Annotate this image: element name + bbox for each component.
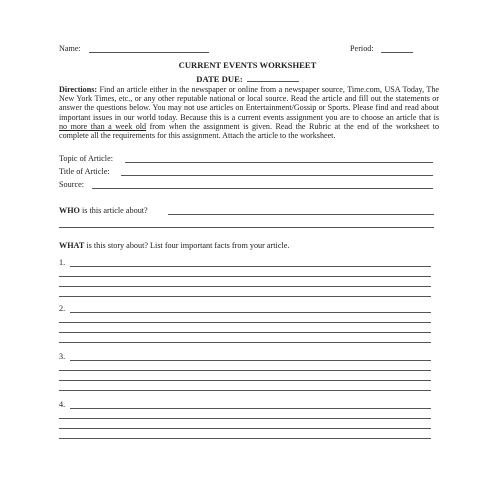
fact-1-line[interactable] xyxy=(70,266,431,267)
directions-text-b: from when the assignment is given. Read the Rubric at the end of the worksheet to complete all the requirements for this assignment. Attach the article to the worksheet. xyxy=(59,121,440,141)
topic-label: Topic of Article: xyxy=(59,154,113,163)
title-field[interactable] xyxy=(121,175,433,176)
fact-2-line[interactable] xyxy=(59,342,431,343)
fact-1-line[interactable] xyxy=(59,296,431,297)
fact-3-line[interactable] xyxy=(59,380,431,381)
fact-1-line[interactable] xyxy=(59,276,431,277)
what-bold: WHAT xyxy=(59,241,85,250)
fact-3-line[interactable] xyxy=(59,370,431,371)
directions-paragraph xyxy=(59,85,439,140)
worksheet-title: CURRENT EVENTS WORKSHEET xyxy=(178,60,317,70)
directions-text-a: Find an article either in the newspaper or online from a newspaper source, Time.com, USA Today, The New York Times, etc., or any other reputable national or local source. Read the article and fill out the statements or answer the questions below. You may not use articles on Entertainment/Gossip or Sports. Please find and read about important issues in our world today. Because this is a current events assignment you are to choose an article that is xyxy=(59,85,439,122)
who-bold: WHO xyxy=(59,206,80,215)
name-label: Name: xyxy=(59,44,81,53)
topic-field[interactable] xyxy=(125,162,433,163)
fact-1-line[interactable] xyxy=(59,286,431,287)
directions-underlined: no more than a week old xyxy=(59,121,147,131)
fact-3-line[interactable] xyxy=(59,390,431,391)
fact-3-line[interactable] xyxy=(70,360,431,361)
fact-4-line[interactable] xyxy=(59,428,431,429)
source-field[interactable] xyxy=(92,188,433,189)
fact-2-number: 2. xyxy=(59,304,66,313)
title-label: Title of Article: xyxy=(59,167,110,176)
who-field-line-2[interactable] xyxy=(59,227,434,228)
fact-4-line[interactable] xyxy=(59,418,431,419)
fact-4-number: 4. xyxy=(59,400,66,409)
name-field[interactable] xyxy=(89,52,209,53)
what-question xyxy=(59,241,289,251)
fact-2-line[interactable] xyxy=(59,322,431,323)
date-due-label: DATE DUE: xyxy=(196,74,243,84)
who-rest: is this article about? xyxy=(81,206,148,215)
directions-label: Directions: xyxy=(59,85,98,94)
fact-4-line[interactable] xyxy=(70,408,431,409)
what-rest: is this story about? List four important facts from your article. xyxy=(86,241,290,250)
who-field-line-1[interactable] xyxy=(168,214,434,215)
date-due-field[interactable] xyxy=(247,74,299,82)
period-label: Period: xyxy=(350,44,374,53)
who-question xyxy=(59,206,148,216)
fact-4-line[interactable] xyxy=(59,438,431,439)
fact-3-number: 3. xyxy=(59,352,66,361)
fact-2-line[interactable] xyxy=(70,312,431,313)
fact-2-line[interactable] xyxy=(59,332,431,333)
fact-1-number: 1. xyxy=(59,258,66,267)
source-label: Source: xyxy=(59,180,85,189)
period-field[interactable] xyxy=(381,52,413,53)
